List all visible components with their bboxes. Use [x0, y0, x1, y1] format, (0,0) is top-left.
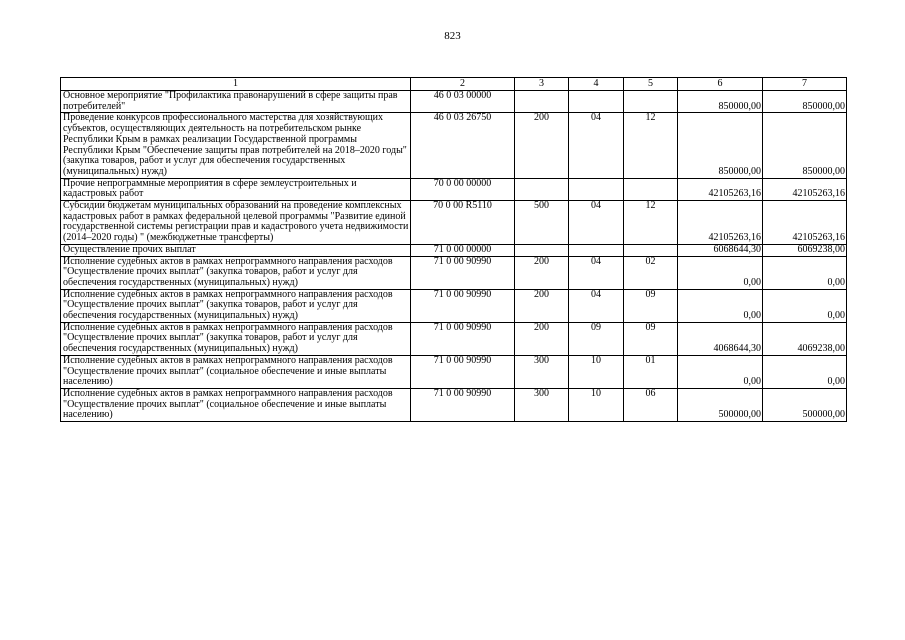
- table-row: [61, 388, 847, 421]
- amount-year2: 850000,00: [763, 91, 847, 113]
- row-name: Исполнение судебных актов в рамках непрограммного направления расходов "Осуществление прочих выплат" (социальное обеспечение и иные выплаты населению): [61, 388, 411, 421]
- subsection-code: 12: [624, 113, 678, 178]
- expense-type-code: 200: [515, 256, 569, 289]
- expense-type-code: 300: [515, 355, 569, 388]
- budget-table: [60, 77, 847, 422]
- table-row: [61, 322, 847, 355]
- subsection-code: [624, 244, 678, 256]
- amount-year2: 42105263,16: [763, 201, 847, 245]
- row-name: Субсидии бюджетам муниципальных образований на проведение комплексных кадастровых работ в рамках федеральной целевой программы "Развитие единой государственной системы регистрации прав и кадастрового учета недвижимости (2014–2020 годы) " (межбюджетные трансферты): [61, 201, 411, 245]
- amount-year1: 500000,00: [678, 388, 763, 421]
- target-article-code: 70 0 00 00000: [411, 178, 515, 200]
- section-code: [569, 244, 624, 256]
- expense-type-code: 300: [515, 388, 569, 421]
- amount-year2: 0,00: [763, 256, 847, 289]
- row-name: Исполнение судебных актов в рамках непрограммного направления расходов "Осуществление прочих выплат" (закупка товаров, работ и услуг для обеспечения государственных (муниципальных) нужд): [61, 256, 411, 289]
- table-row: [61, 178, 847, 200]
- amount-year2: 0,00: [763, 289, 847, 322]
- target-article-code: 71 0 00 90990: [411, 355, 515, 388]
- amount-year2: 6069238,00: [763, 244, 847, 256]
- table-row: [61, 289, 847, 322]
- row-name: Исполнение судебных актов в рамках непрограммного направления расходов "Осуществление прочих выплат" (закупка товаров, работ и услуг для обеспечения государственных (муниципальных) нужд): [61, 322, 411, 355]
- amount-year1: 850000,00: [678, 113, 763, 178]
- row-name: Прочие непрограммные мероприятия в сфере землеустроительных и кадастровых работ: [61, 178, 411, 200]
- table-header-row: [61, 78, 847, 91]
- target-article-code: 71 0 00 90990: [411, 322, 515, 355]
- section-code: 04: [569, 256, 624, 289]
- row-name: Исполнение судебных актов в рамках непрограммного направления расходов "Осуществление прочих выплат" (социальное обеспечение и иные выплаты населению): [61, 355, 411, 388]
- row-name: Проведение конкурсов профессионального мастерства для хозяйствующих субъектов, осуществляющих деятельность на потребительском рынке Республики Крым в рамках реализации Государственной программы Республики Крым "Обеспечение защиты прав потребителей на 2018–2020 годы" (закупка товаров, работ и услуг для обеспечения государственных (муниципальных) нужд): [61, 113, 411, 178]
- target-article-code: 71 0 00 90990: [411, 388, 515, 421]
- amount-year2: 0,00: [763, 355, 847, 388]
- table-row: [61, 355, 847, 388]
- expense-type-code: 200: [515, 322, 569, 355]
- amount-year1: 42105263,16: [678, 178, 763, 200]
- amount-year1: 0,00: [678, 256, 763, 289]
- row-name: Исполнение судебных актов в рамках непрограммного направления расходов "Осуществление прочих выплат" (закупка товаров, работ и услуг для обеспечения государственных (муниципальных) нужд): [61, 289, 411, 322]
- page-number: 823: [444, 30, 461, 42]
- expense-type-code: 200: [515, 113, 569, 178]
- expense-type-code: [515, 91, 569, 113]
- amount-year1: 6068644,30: [678, 244, 763, 256]
- amount-year1: 4068644,30: [678, 322, 763, 355]
- target-article-code: 71 0 00 90990: [411, 256, 515, 289]
- target-article-code: 46 0 03 26750: [411, 113, 515, 178]
- amount-year1: 0,00: [678, 355, 763, 388]
- header-cell: 5: [624, 78, 678, 91]
- amount-year1: 0,00: [678, 289, 763, 322]
- section-code: 10: [569, 355, 624, 388]
- header-cell: 6: [678, 78, 763, 91]
- expense-type-code: 500: [515, 201, 569, 245]
- header-cell: 3: [515, 78, 569, 91]
- expense-type-code: 200: [515, 289, 569, 322]
- table-row: [61, 113, 847, 178]
- target-article-code: 46 0 03 00000: [411, 91, 515, 113]
- amount-year1: 850000,00: [678, 91, 763, 113]
- amount-year1: 42105263,16: [678, 201, 763, 245]
- amount-year2: 42105263,16: [763, 178, 847, 200]
- header-cell: 4: [569, 78, 624, 91]
- expense-type-code: [515, 178, 569, 200]
- subsection-code: 06: [624, 388, 678, 421]
- target-article-code: 71 0 00 90990: [411, 289, 515, 322]
- table-row: [61, 201, 847, 245]
- target-article-code: 70 0 00 R5110: [411, 201, 515, 245]
- subsection-code: [624, 91, 678, 113]
- header-cell: 1: [61, 78, 411, 91]
- section-code: 04: [569, 201, 624, 245]
- amount-year2: 500000,00: [763, 388, 847, 421]
- section-code: [569, 178, 624, 200]
- table-row: [61, 91, 847, 113]
- table-row: [61, 244, 847, 256]
- expense-type-code: [515, 244, 569, 256]
- subsection-code: 09: [624, 289, 678, 322]
- subsection-code: 12: [624, 201, 678, 245]
- subsection-code: 09: [624, 322, 678, 355]
- header-cell: 2: [411, 78, 515, 91]
- table-row: [61, 256, 847, 289]
- section-code: [569, 91, 624, 113]
- section-code: 09: [569, 322, 624, 355]
- amount-year2: 850000,00: [763, 113, 847, 178]
- subsection-code: 01: [624, 355, 678, 388]
- header-cell: 7: [763, 78, 847, 91]
- amount-year2: 4069238,00: [763, 322, 847, 355]
- subsection-code: 02: [624, 256, 678, 289]
- row-name: Основное мероприятие "Профилактика правонарушений в сфере защиты прав потребителей": [61, 91, 411, 113]
- section-code: 10: [569, 388, 624, 421]
- target-article-code: 71 0 00 00000: [411, 244, 515, 256]
- subsection-code: [624, 178, 678, 200]
- section-code: 04: [569, 289, 624, 322]
- row-name: Осуществление прочих выплат: [61, 244, 411, 256]
- section-code: 04: [569, 113, 624, 178]
